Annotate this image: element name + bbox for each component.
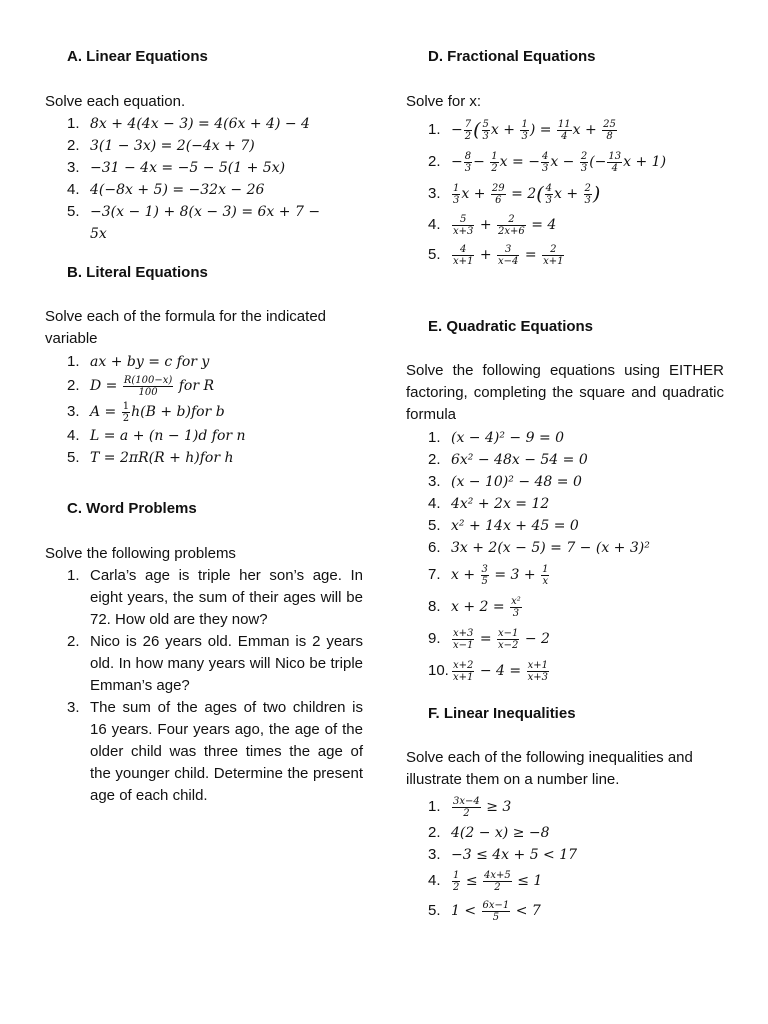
list-item: 5. x² + 14x + 45 = 0 [428,517,579,534]
list-item: 2. 4(2 − x) ≥ −8 [428,824,550,841]
section-d-list [406,114,724,270]
section-f-intro: Solve each of the following inequalities and illustrate them on a number line. [406,749,693,788]
list-item: 2. 6x² − 48x − 54 = 0 [428,451,588,468]
section-c-heading: C. Word Problems [67,500,197,517]
list-item: 3. The sum of the ages of two children is 16 years. Four years ago, the age of the older child was three times the age of the younger child. Determine the present age of each child. [67,699,363,804]
section-b-intro: Solve each of the formula for the indicated variable [45,308,327,347]
list-item: 1. Carla’s age is triple her son’s age. In eight years, the sum of their ages will be 72. How old are they now? [67,567,363,628]
section-a-heading: A. Linear Equations [67,48,208,65]
list-item: 2. D = $\frac{R(100-x)}{100}$ for R [67,374,215,398]
list-item: 1. − $\frac{7}{2}$ ( $\frac{5}{3}$ x + $\frac{1}{3}$ ) = $\frac{11}{4}$ x + $\frac{25}{8}$ [428,118,616,142]
list-item: 2. Nico is 26 years old. Emman is 2 years old. In how many years will Nico be triple Emman’s age? [67,633,363,694]
list-item: 4. 4(−8x + 5) = −32x − 26 [67,181,265,198]
list-item: 3. $\frac{1}{3}$ x + $\frac{29}{6}$ = 2( $\frac{4}{3}$ x + $\frac{2}{3}$ ) [428,182,601,206]
section-e-heading: E. Quadratic Equations [428,318,594,335]
list-item: 1. 8x + 4(4x − 3) = 4(6x + 4) − 4 [67,115,310,132]
list-item: 4. L = a + (n − 1)d for n [67,427,246,444]
section-f-list [406,792,724,926]
section-e-list [406,427,724,687]
section-a-intro: Solve each equation. [45,93,186,110]
section-c-intro: Solve the following problems [45,545,236,562]
list-item: 5. −3(x − 1) + 8(x − 3) = 6x + 7 − 5x [67,203,321,242]
section-b-heading: B. Literal Equations [67,264,208,281]
list-item: 5. T = 2πR(R + h)for h [67,449,234,466]
list-item: 2. 3(1 − 3x) = 2(−4x + 7) [67,137,255,154]
list-item: 4. $\frac{1}{2}$ ≤ $\frac{4x+5}{2}$ ≤ 1 [428,869,543,893]
section-b-list [45,351,365,469]
list-item: 3. A = $\frac{1}{2}$ h(B + b)for b [67,400,225,424]
section-f-heading: F. Linear Inequalities [428,705,576,722]
section-c-list [45,565,363,807]
list-item: 3. −31 − 4x = −5 − 5(1 + 5x) [67,159,286,176]
list-item: 1. $\frac{3x-4}{2}$ ≥ 3 [428,795,512,819]
list-item: 9. $\frac{x+3}{x-1}$ = $\frac{x-1}{x-2}$ − 2 [428,627,550,651]
list-item: 10. $\frac{x+2}{x+1}$ − 4 = $\frac{x+1}{x+3}$ [428,659,548,683]
list-item: 5. $\frac{4}{x+1}$ + $\frac{3}{x-4}$ = $\frac{2}{x+1}$ [428,243,564,267]
list-item: 6. 3x + 2(x − 5) = 7 − (x + 3)² [428,539,650,556]
list-item: 1. ax + by = c for y [67,353,210,370]
list-item: 1. (x − 4)² − 9 = 0 [428,429,565,446]
list-item: 2. − $\frac{8}{3}$ − $\frac{1}{2}$ x = − $\frac{4}{3}$ x − $\frac{2}{3}$ (− $\frac{13}{4}$ x + 1) [428,150,667,174]
section-d-heading: D. Fractional Equations [428,48,596,65]
section-a-list [45,113,365,245]
list-item: 4. $\frac{5}{x+3}$ + $\frac{2}{2x+6}$ = 4 [428,213,557,237]
section-d-intro: Solve for x: [406,93,482,110]
section-e-intro: Solve the following equations using EITHER factoring, completing the square and quadratic formula [406,362,724,423]
list-item: 8. x + 2 = $\frac{\text{x²}}{3}$ [428,595,521,619]
list-item: 7. x + $\frac{3}{5}$ = 3 + $\frac{1}{x}$ [428,563,549,587]
list-item: 5. 1 < $\frac{6x-1}{5}$ < 7 [428,899,541,923]
list-item: 3. −3 ≤ 4x + 5 < 17 [428,846,578,863]
list-item: 4. 4x² + 2x = 12 [428,495,550,512]
list-item: 3. (x − 10)² − 48 = 0 [428,473,582,490]
